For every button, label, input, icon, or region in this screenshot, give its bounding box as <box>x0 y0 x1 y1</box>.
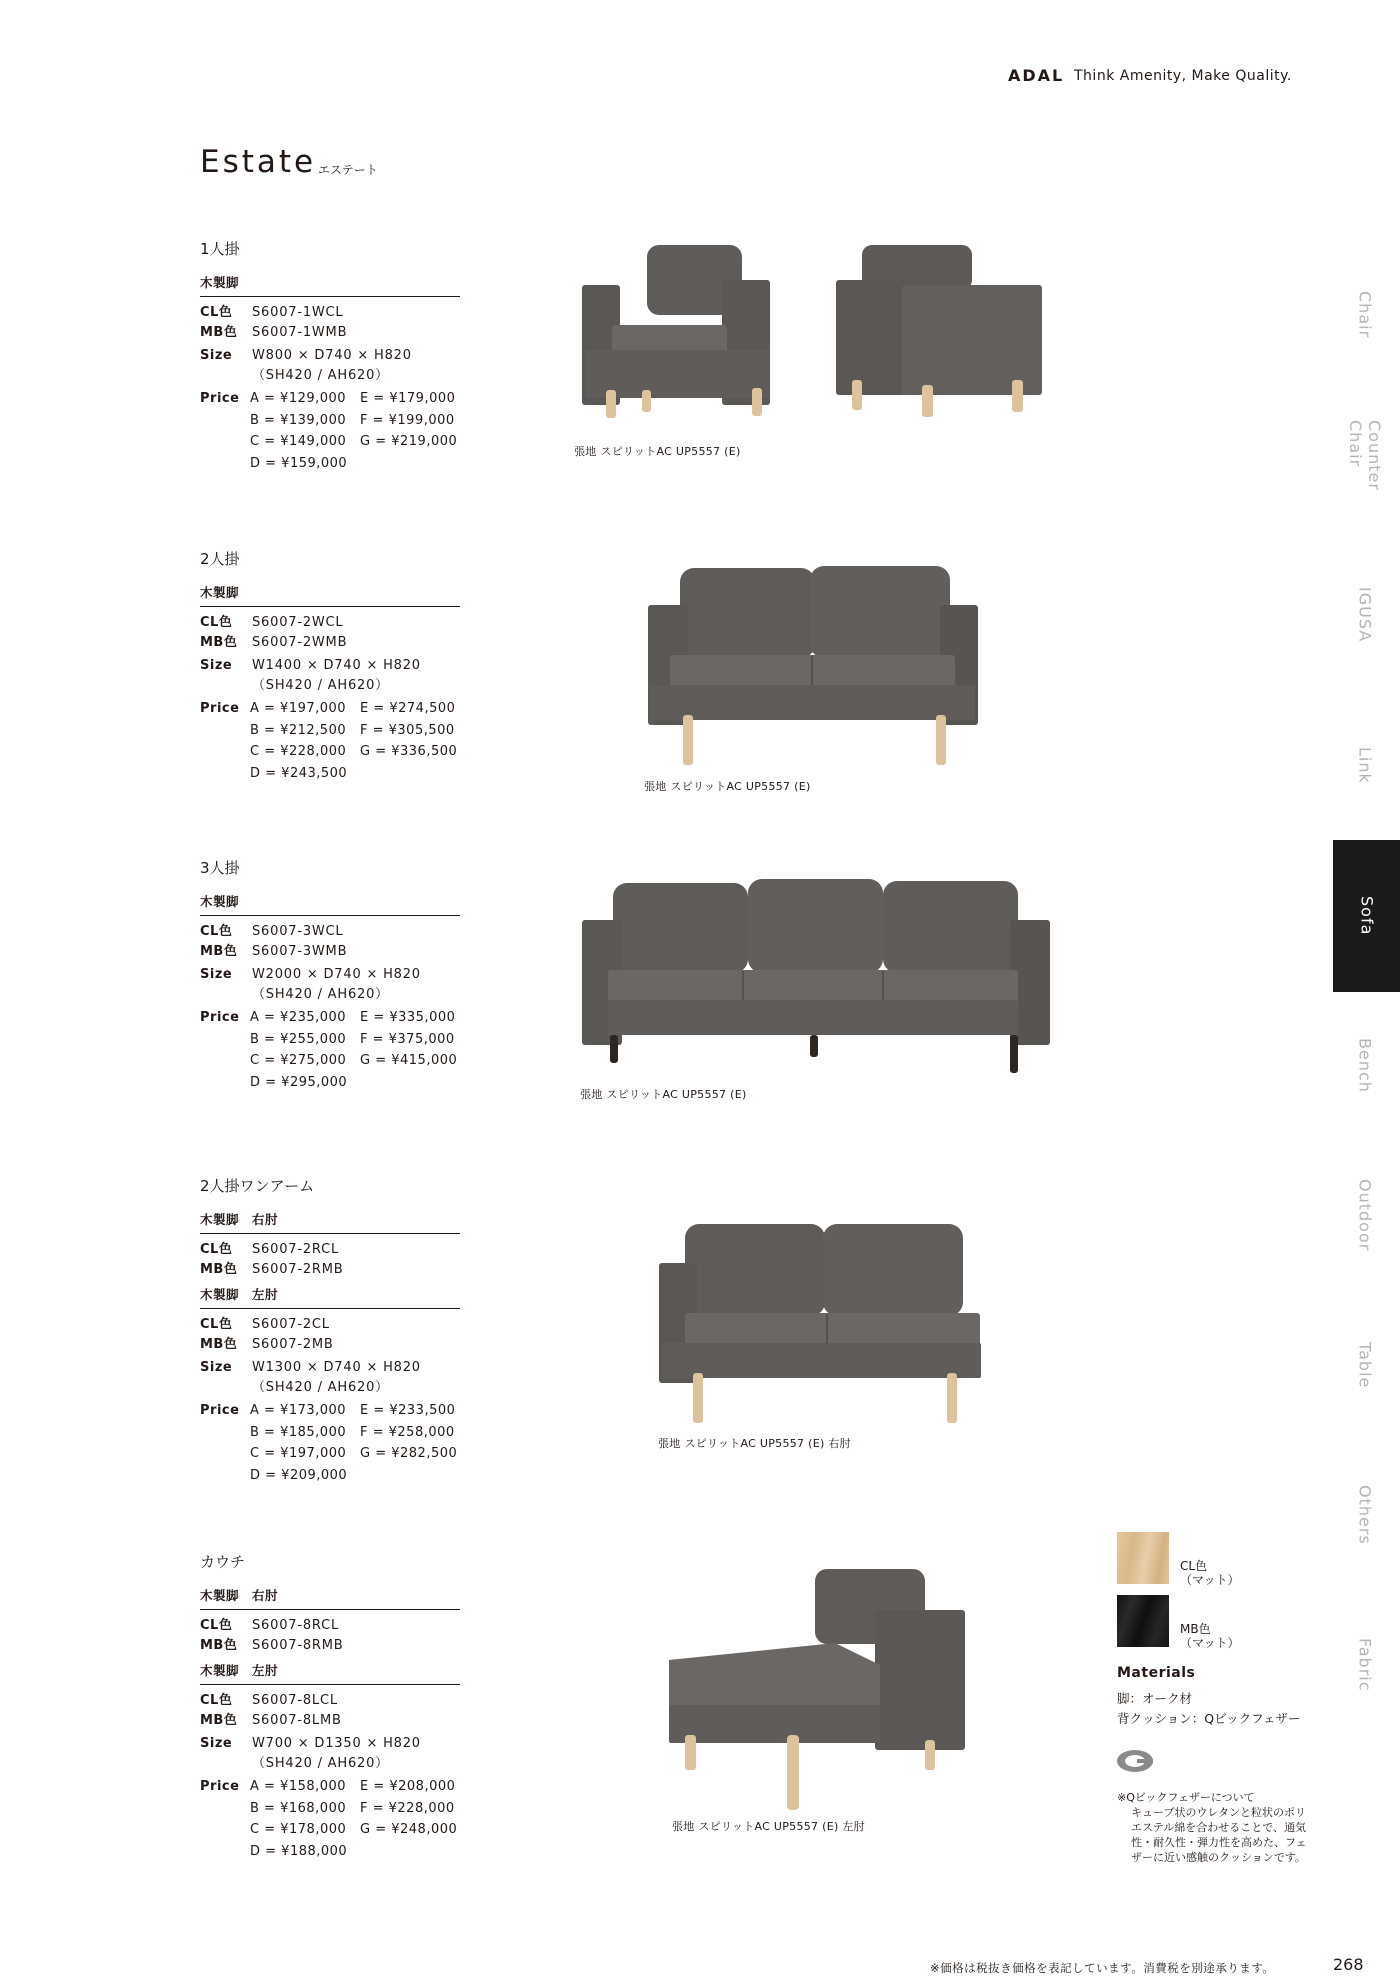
size-value: W1300 × D740 × H820 <box>252 1360 421 1375</box>
price: D = ¥159,000 <box>250 455 348 471</box>
feather-note <box>1117 1790 1307 1865</box>
price: F = ¥228,000 <box>360 1800 455 1816</box>
tab-link[interactable]: Link <box>1355 746 1375 784</box>
product-code: S6007-1WCL <box>252 305 344 320</box>
size-label: Size <box>200 658 233 673</box>
price-grid <box>250 389 460 474</box>
three-seater-sofa-image <box>578 875 1053 1075</box>
tab-sofa[interactable]: Sofa <box>1333 840 1400 992</box>
price: C = ¥197,000 <box>250 1446 347 1461</box>
price: A = ¥197,000 <box>250 701 347 716</box>
price: G = ¥219,000 <box>360 434 458 449</box>
product-code: S6007-2CL <box>252 1317 330 1332</box>
leg-type: 木製脚 左肘 <box>200 1661 460 1685</box>
price: E = ¥208,000 <box>360 1779 456 1794</box>
tab-chair[interactable]: Chair <box>1355 291 1375 339</box>
note-body: キューブ状のウレタンと粒状のポリエステル綿を合わせることで、通気性・耐久性・弾力性を高めた、フェザーに近い感触のクッションです。 <box>1131 1806 1307 1864</box>
size-value-2: （SH420 / AH620） <box>252 986 389 1002</box>
size-label: Size <box>200 1360 233 1375</box>
price: G = ¥282,500 <box>360 1446 458 1461</box>
brand-tagline: Think Amenity, Make Quality. <box>1074 68 1292 84</box>
armchair-front-image <box>572 240 792 420</box>
product-block-5 <box>200 1551 460 1862</box>
tab-igusa[interactable]: IGUSA <box>1355 587 1375 643</box>
price: B = ¥212,500 <box>250 722 347 738</box>
product-code: S6007-8LMB <box>252 1712 342 1728</box>
color-key: CL色 <box>200 1242 233 1257</box>
swatch-finish: （マット） <box>1180 1636 1240 1650</box>
price-label: Price <box>200 391 240 406</box>
product-code: S6007-2WCL <box>252 615 344 630</box>
price-grid <box>250 699 460 784</box>
materials-title: Materials <box>1117 1665 1196 1681</box>
size-value: W2000 × D740 × H820 <box>252 967 421 982</box>
color-key: MB色 <box>200 943 238 959</box>
color-key: CL色 <box>200 924 233 939</box>
price <box>360 1842 460 1863</box>
swatch-label <box>1180 1622 1240 1650</box>
product-block-1 <box>200 238 460 474</box>
price: F = ¥258,000 <box>360 1424 455 1440</box>
product-code: S6007-3WCL <box>252 924 344 939</box>
size-value: W800 × D740 × H820 <box>252 348 412 363</box>
size-value-2: （SH420 / AH620） <box>252 1379 389 1395</box>
product-code: S6007-3WMB <box>252 943 348 959</box>
price-grid <box>250 1401 460 1486</box>
product-block-3 <box>200 857 460 1093</box>
size-value-2: （SH420 / AH620） <box>252 677 389 693</box>
price-label: Price <box>200 1010 240 1025</box>
price: D = ¥243,500 <box>250 765 348 781</box>
price: A = ¥129,000 <box>250 391 347 406</box>
price: A = ¥235,000 <box>250 1010 347 1025</box>
size-label: Size <box>200 967 233 982</box>
page-number: 268 <box>1333 1955 1364 1974</box>
color-key: CL色 <box>200 1618 233 1633</box>
price: A = ¥158,000 <box>250 1779 347 1794</box>
material-leg: 脚：オーク材 <box>1117 1691 1193 1706</box>
tab-fabric[interactable]: Fabric <box>1355 1638 1375 1692</box>
price: F = ¥305,500 <box>360 722 455 738</box>
q-feather-logo-icon <box>1115 1748 1155 1774</box>
price: C = ¥178,000 <box>250 1822 347 1837</box>
series-kana: エステート <box>318 163 378 177</box>
color-key: CL色 <box>200 1317 233 1332</box>
color-key: MB色 <box>200 634 238 650</box>
price: E = ¥179,000 <box>360 391 456 406</box>
series-title: Estate <box>200 144 317 180</box>
leg-type: 木製脚 右肘 <box>200 1586 460 1610</box>
price <box>360 1466 460 1487</box>
price: E = ¥274,500 <box>360 701 456 716</box>
price-label: Price <box>200 701 240 716</box>
swatch-label <box>1180 1559 1240 1587</box>
price: G = ¥415,000 <box>360 1053 458 1068</box>
swatch-color-name: CL色 <box>1180 1559 1208 1573</box>
two-seater-sofa-image <box>640 560 985 770</box>
black-swatch <box>1117 1595 1169 1647</box>
fabric-caption: 張地 スピリットAC UP5557 (E) <box>574 445 741 458</box>
price <box>360 764 460 785</box>
product-name: 1人掛 <box>200 240 240 258</box>
leg-type: 木製脚 <box>200 273 460 297</box>
price: D = ¥295,000 <box>250 1074 348 1090</box>
couch-image <box>665 1565 970 1815</box>
price: F = ¥199,000 <box>360 412 455 428</box>
product-code: S6007-8RMB <box>252 1637 344 1653</box>
material-cushion: 背クッション：Qビックフェザー <box>1117 1711 1301 1726</box>
product-code: S6007-2MB <box>252 1336 334 1352</box>
size-value-2: （SH420 / AH620） <box>252 367 389 383</box>
leg-type: 木製脚 <box>200 892 460 916</box>
product-block-4 <box>200 1175 460 1486</box>
price: C = ¥228,000 <box>250 744 347 759</box>
tab-others[interactable]: Others <box>1355 1485 1375 1545</box>
oak-swatch <box>1117 1532 1169 1584</box>
leg-type: 木製脚 左肘 <box>200 1285 460 1309</box>
note-title: ※Qビックフェザーについて <box>1117 1791 1255 1804</box>
product-name: カウチ <box>200 1553 246 1571</box>
color-key: CL色 <box>200 1693 233 1708</box>
price: B = ¥185,000 <box>250 1424 347 1440</box>
leg-type: 木製脚 右肘 <box>200 1210 460 1234</box>
color-key: MB色 <box>200 1712 238 1728</box>
product-name: 2人掛 <box>200 550 240 568</box>
price-label: Price <box>200 1403 240 1418</box>
price: F = ¥375,000 <box>360 1031 455 1047</box>
size-value-2: （SH420 / AH620） <box>252 1755 389 1771</box>
swatch-finish: （マット） <box>1180 1573 1240 1587</box>
tab-outdoor[interactable]: Outdoor <box>1355 1178 1375 1252</box>
brand-name: ADAL <box>1008 66 1065 85</box>
fabric-caption: 張地 スピリットAC UP5557 (E) 右肘 <box>658 1437 851 1450</box>
price: D = ¥209,000 <box>250 1467 348 1483</box>
price: B = ¥139,000 <box>250 412 347 428</box>
size-label: Size <box>200 1736 233 1751</box>
price: G = ¥248,000 <box>360 1822 458 1837</box>
product-code: S6007-1WMB <box>252 324 348 340</box>
fabric-caption: 張地 スピリットAC UP5557 (E) 左肘 <box>672 1820 865 1833</box>
price-grid <box>250 1008 460 1093</box>
tab-counter-chair[interactable]: Counter Chair <box>1346 420 1384 491</box>
price: E = ¥233,500 <box>360 1403 456 1418</box>
color-key: MB色 <box>200 1336 238 1352</box>
price <box>360 1073 460 1094</box>
color-key: MB色 <box>200 1637 238 1653</box>
fabric-caption: 張地 スピリットAC UP5557 (E) <box>644 780 811 793</box>
tab-table[interactable]: Table <box>1355 1341 1375 1389</box>
price: E = ¥335,000 <box>360 1010 456 1025</box>
fabric-caption: 張地 スピリットAC UP5557 (E) <box>580 1088 747 1101</box>
tab-bench[interactable]: Bench <box>1355 1037 1375 1093</box>
armchair-back-image <box>832 240 1052 420</box>
price: G = ¥336,500 <box>360 744 458 759</box>
size-value: W700 × D1350 × H820 <box>252 1736 421 1751</box>
product-code: S6007-2RCL <box>252 1242 340 1257</box>
color-key: MB色 <box>200 1261 238 1277</box>
price <box>360 454 460 475</box>
swatch-color-name: MB色 <box>1180 1622 1211 1636</box>
size-value: W1400 × D740 × H820 <box>252 658 421 673</box>
price: B = ¥168,000 <box>250 1800 347 1816</box>
leg-type: 木製脚 <box>200 583 460 607</box>
size-label: Size <box>200 348 233 363</box>
product-code: S6007-8LCL <box>252 1693 338 1708</box>
product-block-2 <box>200 548 460 784</box>
price: C = ¥149,000 <box>250 434 347 449</box>
price: D = ¥188,000 <box>250 1843 348 1859</box>
product-code: S6007-2RMB <box>252 1261 344 1277</box>
product-code: S6007-8RCL <box>252 1618 340 1633</box>
color-key: CL色 <box>200 615 233 630</box>
product-name: 3人掛 <box>200 859 240 877</box>
price: B = ¥255,000 <box>250 1031 347 1047</box>
price-grid <box>250 1777 460 1862</box>
product-name: 2人掛ワンアーム <box>200 1177 315 1195</box>
color-key: MB色 <box>200 324 238 340</box>
tax-note: ※価格は税抜き価格を表記しています。消費税を別途承ります。 <box>930 1961 1275 1975</box>
color-key: CL色 <box>200 305 233 320</box>
one-arm-sofa-image <box>655 1218 985 1428</box>
product-code: S6007-2WMB <box>252 634 348 650</box>
price-label: Price <box>200 1779 240 1794</box>
price: A = ¥173,000 <box>250 1403 347 1418</box>
price: C = ¥275,000 <box>250 1053 347 1068</box>
